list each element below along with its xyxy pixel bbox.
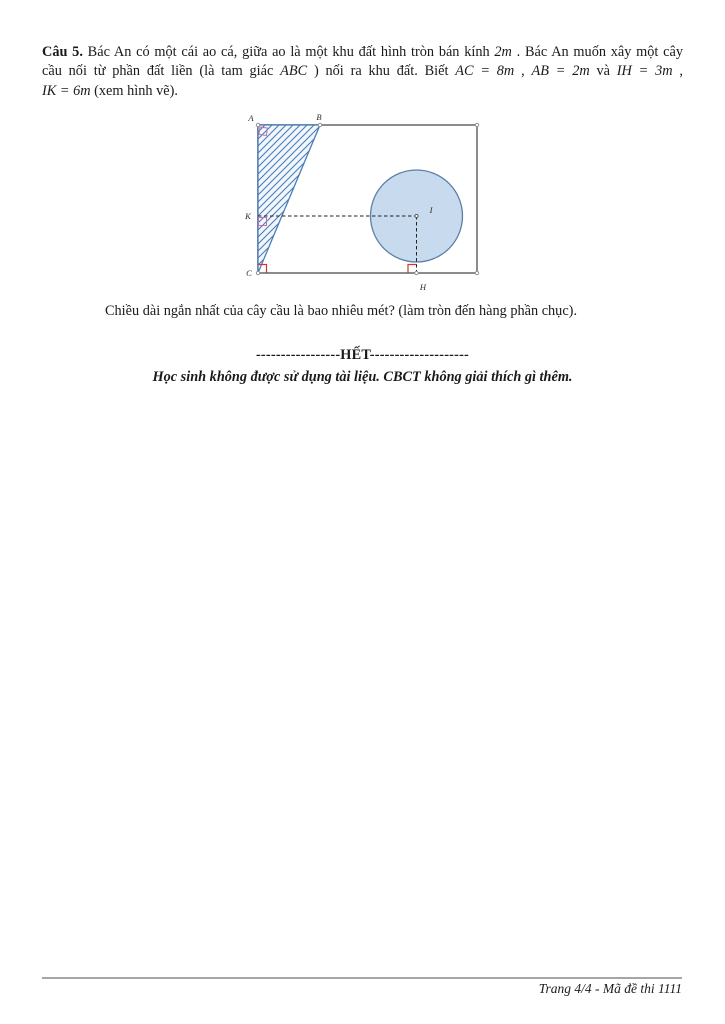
label-H: H [419, 282, 427, 292]
math-expression: AC = 8m [455, 63, 515, 80]
math-expression: IH = 3m [616, 63, 673, 80]
geometry-figure [240, 108, 490, 298]
text-segment: (xem hình vẽ). [90, 82, 178, 99]
text-segment: . Bác An muốn xây một cây [511, 44, 684, 60]
label-A: A [248, 113, 254, 123]
question-number: Câu 5. [42, 44, 83, 60]
no-materials-note: Học sinh không được sử dụng tài liệu. CBCT không giải thích gì thêm. [152, 369, 573, 385]
label-K: K [245, 211, 251, 221]
question-paragraph [42, 43, 683, 101]
point-dot-top-right [475, 123, 478, 126]
text-segment: Bác An có một cái ao cá, giữa ao là một khu đất hình tròn bán kính [82, 44, 495, 60]
label-I: I [429, 205, 433, 215]
text-segment: , [672, 63, 683, 80]
question-text-line [42, 82, 683, 101]
point-dot-bottom-right [475, 271, 478, 274]
math-expression: AB = 2m [531, 63, 590, 80]
question-text-line [42, 43, 683, 62]
point-dot-I [415, 214, 418, 217]
prompt-line: Chiều dài ngắn nhất của cây cầu là bao nhiêu mét? (làm tròn đến hàng phần chục). [105, 303, 578, 319]
label-B: B [316, 112, 322, 122]
question-text-line [42, 62, 683, 81]
text-segment: và [589, 63, 617, 80]
math-expression: 2m [494, 44, 512, 60]
page-number: Trang 4/4 - Mã đề thi 1111 [538, 981, 682, 996]
text-segment: ) nối ra khu đất. Biết [307, 63, 456, 80]
math-expression: ABC [280, 63, 308, 80]
point-dot-H [415, 271, 418, 274]
figure [240, 108, 490, 298]
het-divider: -----------------HẾT-------------------- [255, 347, 470, 363]
label-C: C [246, 268, 252, 278]
text-segment: , [514, 63, 532, 80]
point-dot-B [318, 123, 321, 126]
point-dot-C [256, 271, 259, 274]
point-dot-A [256, 123, 259, 126]
math-expression: IK = 6m [42, 82, 91, 99]
text-segment: cầu nối từ phần đất liền (là tam giác [42, 63, 281, 80]
footer [42, 977, 682, 997]
